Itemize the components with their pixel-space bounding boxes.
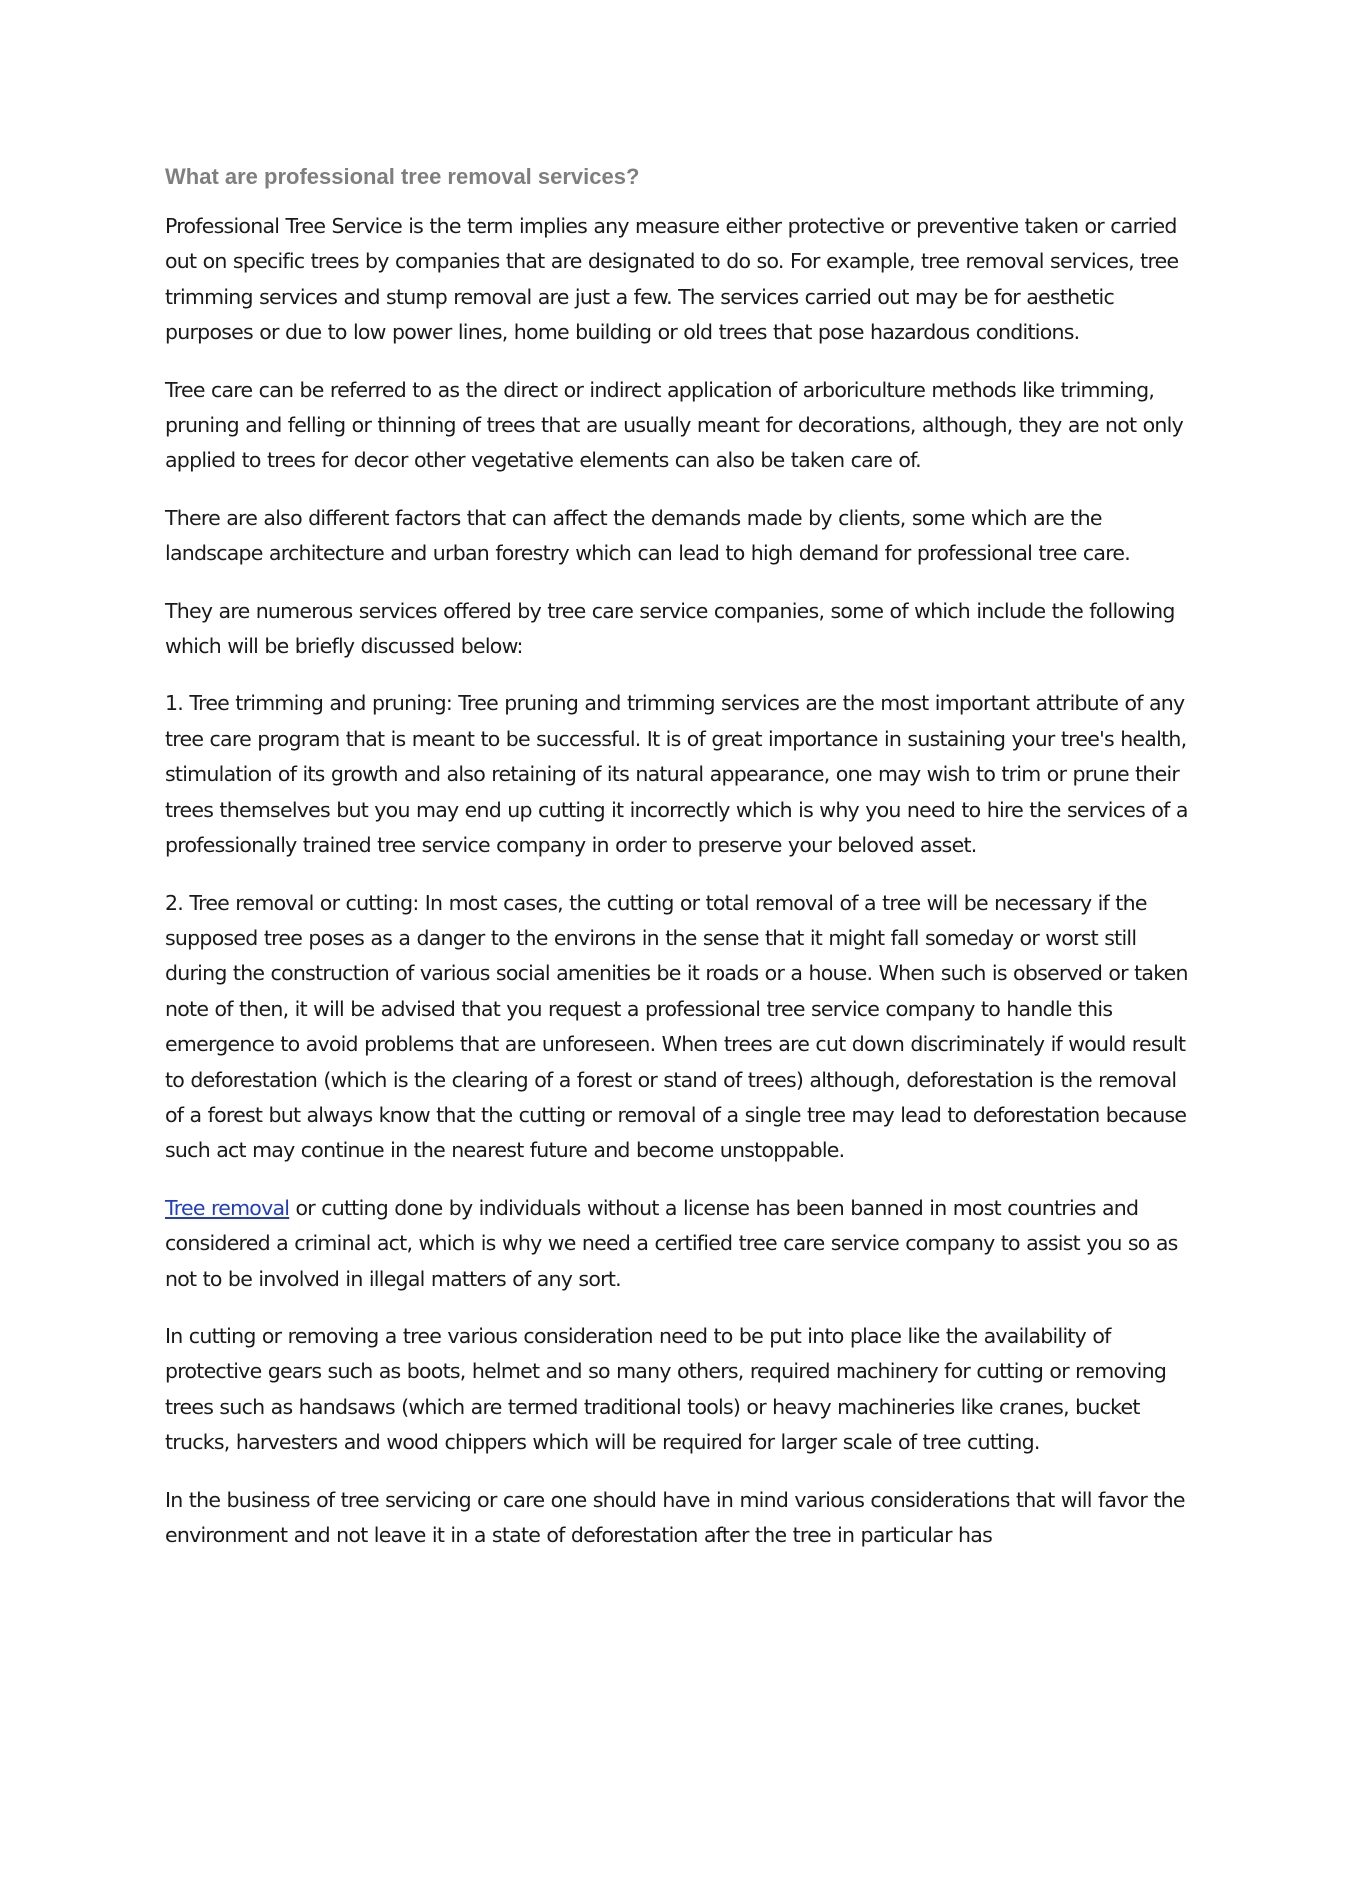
paragraph-services-intro: They are numerous services offered by tree care service companies, some of which include the following which will be briefly discussed below:: [165, 598, 1175, 659]
paragraph-tree-care: Tree care can be referred to as the direct or indirect application of arboriculture methods like trimming, pruning and felling or thinning of trees that are usually meant for decorations, although, they are not only applied to trees for decor other vegetative elements can also be taken care of.: [165, 377, 1183, 473]
tree-removal-link[interactable]: Tree removal: [165, 1195, 290, 1220]
paragraph-environment: In the business of tree servicing or care one should have in mind various considerations that will favor the environment and not leave it in a state of deforestation after the tree in particular has: [165, 1487, 1185, 1547]
paragraph-intro: Professional Tree Service is the term implies any measure either protective or preventive taken or carried out on specific trees by companies that are designated to do so. For example, tree removal services, tree trimming services and stump removal are just a few. The services carried out may be for aesthetic purposes or due to low power lines, home building or old trees that pose hazardous conditions.: [165, 214, 1179, 345]
document-body: [165, 162, 1200, 1575]
paragraph-removal-cutting: 2. Tree removal or cutting: In most cases, the cutting or total removal of a tree will be necessary if the supposed tree poses as a danger to the environs in the sense that it might fall someday or worst still during the construction of various social amenities be it roads or a house. When such is observed or taken note of then, it will be advised that you request a professional tree service company to handle this emergence to avoid problems that are unforeseen. When trees are cut down discriminately if would result to deforestation (which is the clearing of a forest or stand of trees) although, deforestation is the removal of a forest but always know that the cutting or removal of a single tree may lead to deforestation because such act may continue in the nearest future and become unstoppable.: [165, 890, 1188, 1163]
paragraph-equipment: In cutting or removing a tree various consideration need to be put into place like the availability of protective gears such as boots, helmet and so many others, required machinery for cutting or removing trees such as handsaws (which are termed traditional tools) or heavy machineries like cranes, bucket trucks, harvesters and wood chippers which will be required for larger scale of tree cutting.: [165, 1323, 1167, 1455]
paragraph-trimming-pruning: 1. Tree trimming and pruning: Tree pruning and trimming services are the most important attribute of any tree care program that is meant to be successful. It is of great importance in sustaining your tree's health, stimulation of its growth and also retaining of its natural appearance, one may wish to trim or prune their trees themselves but you may end up cutting it incorrectly which is why you need to hire the services of a professionally trained tree service company in order to preserve your beloved asset.: [165, 691, 1188, 858]
document-heading: What are professional tree removal services?: [165, 164, 640, 189]
paragraph-license: [165, 1191, 1200, 1297]
paragraph-license-text: or cutting done by individuals without a license has been banned in most countries and considered a criminal act, which is why we need a certified tree care service company to assist you so as not to be involved in illegal matters of any sort.: [165, 1195, 1178, 1291]
paragraph-demand-factors: There are also different factors that can affect the demands made by clients, some which are the landscape architecture and urban forestry which can lead to high demand for professional tree care.: [165, 505, 1131, 566]
